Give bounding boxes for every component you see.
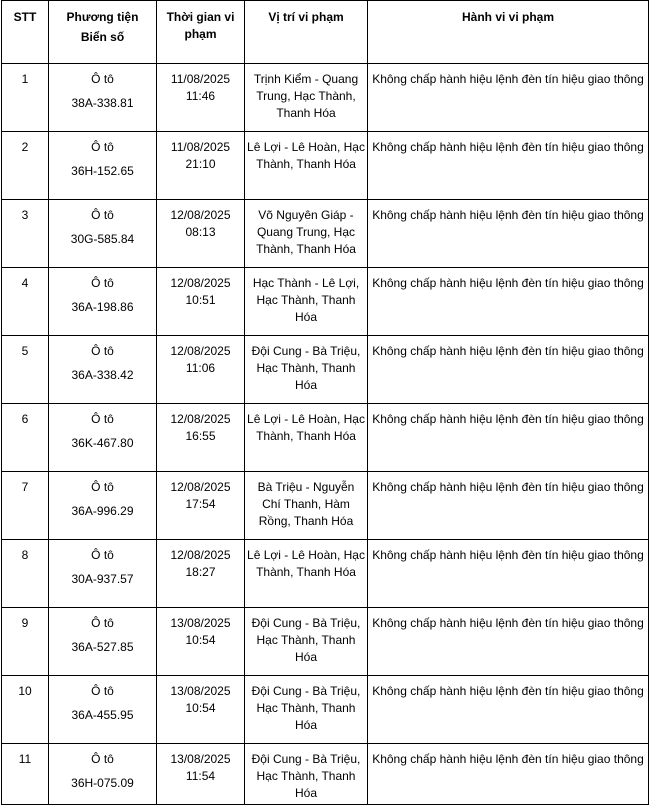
table-row — [2, 472, 649, 540]
violation-location: Lê Lợi - Lê Hoàn, Hạc Thành, Thanh Hóa — [247, 140, 365, 171]
vehicle-type: Ô tô — [91, 276, 114, 290]
violation-location: Lê Lợi - Lê Hoàn, Hạc Thành, Thanh Hóa — [247, 412, 365, 443]
license-plate: 36H-075.09 — [71, 776, 134, 790]
header-plate: Biển số — [80, 30, 125, 44]
cell-location — [245, 472, 368, 540]
cell-stt: 3 — [2, 200, 49, 268]
cell-location — [245, 200, 368, 268]
violation-behavior: Không chấp hành hiệu lệnh đèn tín hiệu giao thông — [372, 412, 644, 426]
violation-date: 12/08/2025 — [170, 208, 231, 222]
cell-stt: 4 — [2, 268, 49, 336]
header-stt: STT — [2, 1, 49, 64]
cell-vehicle — [49, 336, 157, 404]
violation-time: 18:27 — [185, 565, 216, 579]
cell-violation — [368, 540, 649, 608]
cell-vehicle — [49, 64, 157, 132]
license-plate: 30A-937.57 — [71, 572, 134, 586]
cell-stt: 1 — [2, 64, 49, 132]
violation-date: 11/08/2025 — [170, 72, 231, 86]
violation-location: Đội Cung - Bà Triệu, Hạc Thành, Thanh Hóa — [251, 684, 361, 732]
license-plate: 36A-996.29 — [71, 504, 134, 518]
cell-vehicle — [49, 540, 157, 608]
cell-stt: 5 — [2, 336, 49, 404]
violation-behavior: Không chấp hành hiệu lệnh đèn tín hiệu giao thông — [372, 208, 644, 222]
cell-violation — [368, 268, 649, 336]
table-row — [2, 404, 649, 472]
cell-location — [245, 64, 368, 132]
table-row — [2, 268, 649, 336]
cell-time — [157, 268, 245, 336]
violation-time: 16:55 — [185, 429, 216, 443]
violation-location: Bà Triệu - Nguyễn Chí Thanh, Hàm Rồng, Thanh Hóa — [257, 480, 355, 528]
vehicle-type: Ô tô — [91, 140, 114, 154]
violation-date: 12/08/2025 — [170, 276, 231, 290]
violations-table — [1, 0, 649, 805]
table-row — [2, 336, 649, 404]
cell-violation — [368, 608, 649, 676]
violation-date: 13/08/2025 — [170, 684, 231, 698]
cell-stt: 10 — [2, 676, 49, 744]
cell-violation — [368, 64, 649, 132]
license-plate: 36A-198.86 — [71, 300, 134, 314]
table-row — [2, 64, 649, 132]
vehicle-type: Ô tô — [91, 344, 114, 358]
violation-time: 08:13 — [185, 225, 216, 239]
cell-time — [157, 540, 245, 608]
violation-date: 13/08/2025 — [170, 616, 231, 630]
cell-time — [157, 744, 245, 805]
violation-time: 10:54 — [185, 633, 216, 647]
cell-location — [245, 744, 368, 805]
cell-location — [245, 404, 368, 472]
table-row — [2, 608, 649, 676]
cell-stt: 9 — [2, 608, 49, 676]
vehicle-type: Ô tô — [91, 72, 114, 86]
vehicle-type: Ô tô — [91, 684, 114, 698]
table-row — [2, 676, 649, 744]
cell-stt: 2 — [2, 132, 49, 200]
cell-vehicle — [49, 744, 157, 805]
violation-behavior: Không chấp hành hiệu lệnh đèn tín hiệu giao thông — [372, 276, 644, 290]
header-violation: Hành vi vi phạm — [368, 1, 649, 64]
violation-behavior: Không chấp hành hiệu lệnh đèn tín hiệu giao thông — [372, 480, 644, 494]
cell-violation — [368, 676, 649, 744]
violation-behavior: Không chấp hành hiệu lệnh đèn tín hiệu giao thông — [372, 616, 644, 630]
violation-location: Hạc Thành - Lê Lợi, Hạc Thành, Thanh Hóa — [252, 276, 360, 324]
violation-time: 11:06 — [185, 361, 216, 375]
violation-date: 12/08/2025 — [170, 412, 231, 426]
violation-time: 10:54 — [185, 701, 216, 715]
cell-vehicle — [49, 404, 157, 472]
violation-behavior: Không chấp hành hiệu lệnh đèn tín hiệu giao thông — [372, 344, 644, 358]
violation-time: 21:10 — [185, 157, 216, 171]
violation-time: 11:54 — [185, 769, 216, 783]
cell-violation — [368, 404, 649, 472]
table-row — [2, 200, 649, 268]
cell-violation — [368, 472, 649, 540]
header-vehicle: Phương tiện Biển số — [49, 1, 157, 64]
violation-time: 17:54 — [185, 497, 216, 511]
cell-vehicle — [49, 608, 157, 676]
cell-time — [157, 472, 245, 540]
violation-behavior: Không chấp hành hiệu lệnh đèn tín hiệu giao thông — [372, 684, 644, 698]
header-row — [2, 1, 649, 64]
violation-date: 11/08/2025 — [170, 140, 231, 154]
cell-vehicle — [49, 132, 157, 200]
cell-time — [157, 336, 245, 404]
table-row — [2, 744, 649, 805]
cell-vehicle — [49, 268, 157, 336]
violation-location: Võ Nguyên Giáp - Quang Trung, Hạc Thành, Thanh Hóa — [256, 208, 356, 256]
cell-vehicle — [49, 200, 157, 268]
cell-violation — [368, 744, 649, 805]
cell-location — [245, 608, 368, 676]
violation-location: Đội Cung - Bà Triệu, Hạc Thành, Thanh Hóa — [251, 616, 361, 664]
license-plate: 36A-527.85 — [71, 640, 134, 654]
violation-location: Trịnh Kiểm - Quang Trung, Hạc Thành, Thanh Hóa — [253, 72, 359, 120]
violation-behavior: Không chấp hành hiệu lệnh đèn tín hiệu giao thông — [372, 72, 644, 86]
cell-time — [157, 200, 245, 268]
violation-date: 12/08/2025 — [170, 480, 231, 494]
vehicle-type: Ô tô — [91, 548, 114, 562]
cell-time — [157, 64, 245, 132]
cell-vehicle — [49, 676, 157, 744]
table-row — [2, 540, 649, 608]
violation-location: Lê Lợi - Lê Hoàn, Hạc Thành, Thanh Hóa — [247, 548, 365, 579]
cell-violation — [368, 200, 649, 268]
cell-time — [157, 608, 245, 676]
violation-date: 12/08/2025 — [170, 548, 231, 562]
cell-vehicle — [49, 472, 157, 540]
violation-behavior: Không chấp hành hiệu lệnh đèn tín hiệu giao thông — [372, 752, 644, 766]
license-plate: 36A-338.42 — [71, 368, 134, 382]
vehicle-type: Ô tô — [91, 616, 114, 630]
license-plate: 38A-338.81 — [71, 96, 134, 110]
violation-location: Đội Cung - Bà Triệu, Hạc Thành, Thanh Hóa — [251, 752, 361, 800]
header-location: Vị trí vi phạm — [245, 1, 368, 64]
license-plate: 36K-467.80 — [71, 436, 134, 450]
cell-violation — [368, 132, 649, 200]
vehicle-type: Ô tô — [91, 208, 114, 222]
violation-location: Đội Cung - Bà Triệu, Hạc Thành, Thanh Hóa — [251, 344, 361, 392]
cell-violation — [368, 336, 649, 404]
cell-time — [157, 132, 245, 200]
cell-location — [245, 676, 368, 744]
violation-date: 12/08/2025 — [170, 344, 231, 358]
violation-date: 13/08/2025 — [170, 752, 231, 766]
vehicle-type: Ô tô — [91, 480, 114, 494]
violation-time: 10:51 — [185, 293, 216, 307]
cell-location — [245, 336, 368, 404]
cell-time — [157, 676, 245, 744]
license-plate: 36A-455.95 — [71, 708, 134, 722]
vehicle-type: Ô tô — [91, 752, 114, 766]
cell-location — [245, 268, 368, 336]
cell-location — [245, 132, 368, 200]
cell-stt: 8 — [2, 540, 49, 608]
cell-stt: 11 — [2, 744, 49, 805]
cell-location — [245, 540, 368, 608]
violation-behavior: Không chấp hành hiệu lệnh đèn tín hiệu giao thông — [372, 140, 644, 154]
cell-time — [157, 404, 245, 472]
cell-stt: 7 — [2, 472, 49, 540]
vehicle-type: Ô tô — [91, 412, 114, 426]
violation-behavior: Không chấp hành hiệu lệnh đèn tín hiệu giao thông — [372, 548, 644, 562]
license-plate: 36H-152.65 — [71, 164, 134, 178]
license-plate: 30G-585.84 — [70, 232, 135, 246]
cell-stt: 6 — [2, 404, 49, 472]
violation-time: 11:46 — [185, 89, 216, 103]
header-time: Thời gian vi phạm — [157, 1, 245, 64]
table-row — [2, 132, 649, 200]
